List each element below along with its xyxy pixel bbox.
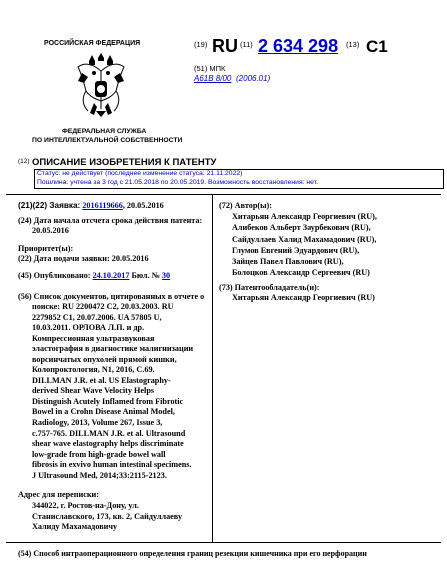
owner-label: (73) Патентообладатель(и): <box>219 283 320 292</box>
references-list <box>32 302 193 481</box>
address-line: Халиду Махамадовичу <box>32 522 118 532</box>
author-item: Сайдуллаев Халид Махамадович (RU), <box>232 234 377 244</box>
ipc-label: (51) МПК <box>194 64 226 73</box>
coat-of-arms-icon <box>72 53 130 119</box>
publication-label: (45) Опубликовано: <box>18 271 91 280</box>
fee-line: Пошлина: учтена за 3 год с 21.05.2018 по 20.05.2019. Возможность восстановления: нет. <box>37 178 318 186</box>
code-13: (13) <box>346 40 360 49</box>
reference-line: ворсинчатых опухолей прямой кишки, <box>32 354 177 364</box>
reference-line: derived Shear Wave Velocity Helps <box>32 386 155 396</box>
status-box <box>34 169 444 189</box>
term-start-date: 20.05.2016 <box>32 226 69 235</box>
author-item: Болоцков Александр Сергеевич (RU) <box>232 268 370 278</box>
ipc-code-link[interactable]: A61B 8/00 <box>194 74 232 83</box>
reference-line: эластография в диагностике малигнизации <box>32 344 194 354</box>
reference-line: J Ultrasound Med, 2014;33:2115-2123. <box>32 470 167 480</box>
address-label: Адрес для переписки: <box>18 490 100 499</box>
bulletin-number-link[interactable]: 30 <box>161 271 171 280</box>
reference-line: low-grade from high-grade bowel wall <box>32 449 166 459</box>
reference-line: fibrosis in exvivo human intestinal specimens. <box>32 460 192 470</box>
application-date: , 20.05.2016 <box>122 201 164 210</box>
reference-line: Radiology, 2013, Volume 267, Issue 3, <box>32 418 163 428</box>
owner-name: Хитарьян Александр Георгиевич (RU) <box>232 293 375 302</box>
priority-label: Приоритет(ы): <box>18 244 74 253</box>
bulletin-label: Бюл. № <box>131 271 160 280</box>
author-item: Зайцев Павел Павлович (RU), <box>232 257 344 267</box>
ipc-date: (2006.01) <box>236 74 271 83</box>
reference-line: поиске: RU 2200472 C2, 20.03.2003. RU <box>32 302 174 311</box>
reference-line: 10.03.2011. ОРЛОВА Л.П. и др. <box>32 323 145 333</box>
address-line: Станиславского, 173, кв. 2, Сайдуллаеву <box>32 511 183 521</box>
reference-line: shear wave elastography helps discriminate <box>32 439 184 449</box>
references-label: (56) Список документов, цитированных в отчете о <box>18 292 205 301</box>
reference-line: Bowel in a Crohn Disease Animal Model, <box>32 407 175 417</box>
term-start-label: (24) Дата начала отсчета срока действия патента: <box>18 216 203 225</box>
status-line: Статус: не действует (последнее изменение статуса: 21.11.2022) <box>37 170 243 177</box>
country-code: RU <box>212 36 238 56</box>
country-name: РОССИЙСКАЯ ФЕДЕРАЦИЯ <box>44 40 141 47</box>
kind-code: C1 <box>366 37 388 56</box>
code-11: (11) <box>240 40 253 49</box>
reference-line: DILLMAN J.R. et al. US Elastography- <box>32 375 171 385</box>
reference-line: 2279852 C1, 20.07.2006. UA 57805 U, <box>32 312 162 322</box>
filing-date: (22) Дата подачи заявки: 20.05.2016 <box>18 254 149 263</box>
code-12: (12) <box>18 158 30 165</box>
patent-number-link[interactable]: 2 634 298 <box>258 36 339 56</box>
reference-line: Колопроктология, N1, 2016, C.69. <box>32 365 155 375</box>
author-item: Алибеков Альберт Заурбекович (RU), <box>232 223 371 233</box>
code-19: (19) <box>194 40 208 49</box>
column-divider <box>212 194 213 542</box>
reference-line: Distinguish Acutely Inflamed from Fibrotic <box>32 396 184 406</box>
application-row <box>18 201 164 212</box>
reference-line: Компрессионная ультразвуковая <box>32 333 155 343</box>
publication-date-link[interactable]: 24.10.2017 <box>92 271 130 280</box>
author-item: Глумов Евгений Эдуардович (RU), <box>232 245 360 255</box>
author-item: Хитарьян Александр Георгиевич (RU), <box>232 212 377 221</box>
authors-list <box>232 211 377 279</box>
address-line: 344022, г. Ростов-на-Дону, ул. <box>32 501 139 510</box>
footer-divider <box>6 542 441 543</box>
address-block <box>32 501 182 533</box>
agency-line1: ФЕДЕРАЛЬНАЯ СЛУЖБА <box>62 128 147 135</box>
authors-label: (72) Автор(ы): <box>219 201 272 210</box>
publication-row <box>18 271 170 282</box>
invention-title <box>18 549 367 560</box>
document-title: ОПИСАНИЕ ИЗОБРЕТЕНИЯ К ПАТЕНТУ <box>32 157 217 168</box>
application-number-link[interactable]: 2016119666 <box>82 201 123 210</box>
invention-title-text: Способ интраоперационного определения границ резекции кишечника при его перфорации <box>33 549 367 558</box>
application-label: (21)(22) Заявка: <box>18 201 81 210</box>
header-divider <box>6 194 441 195</box>
code-54: (54) <box>18 549 32 558</box>
reference-line: c.757-765. DILLMAN J.R. et al. Ultrasound <box>32 428 186 438</box>
agency-line2: ПО ИНТЕЛЛЕКТУАЛЬНОЙ СОБСТВЕННОСТИ <box>32 137 183 144</box>
